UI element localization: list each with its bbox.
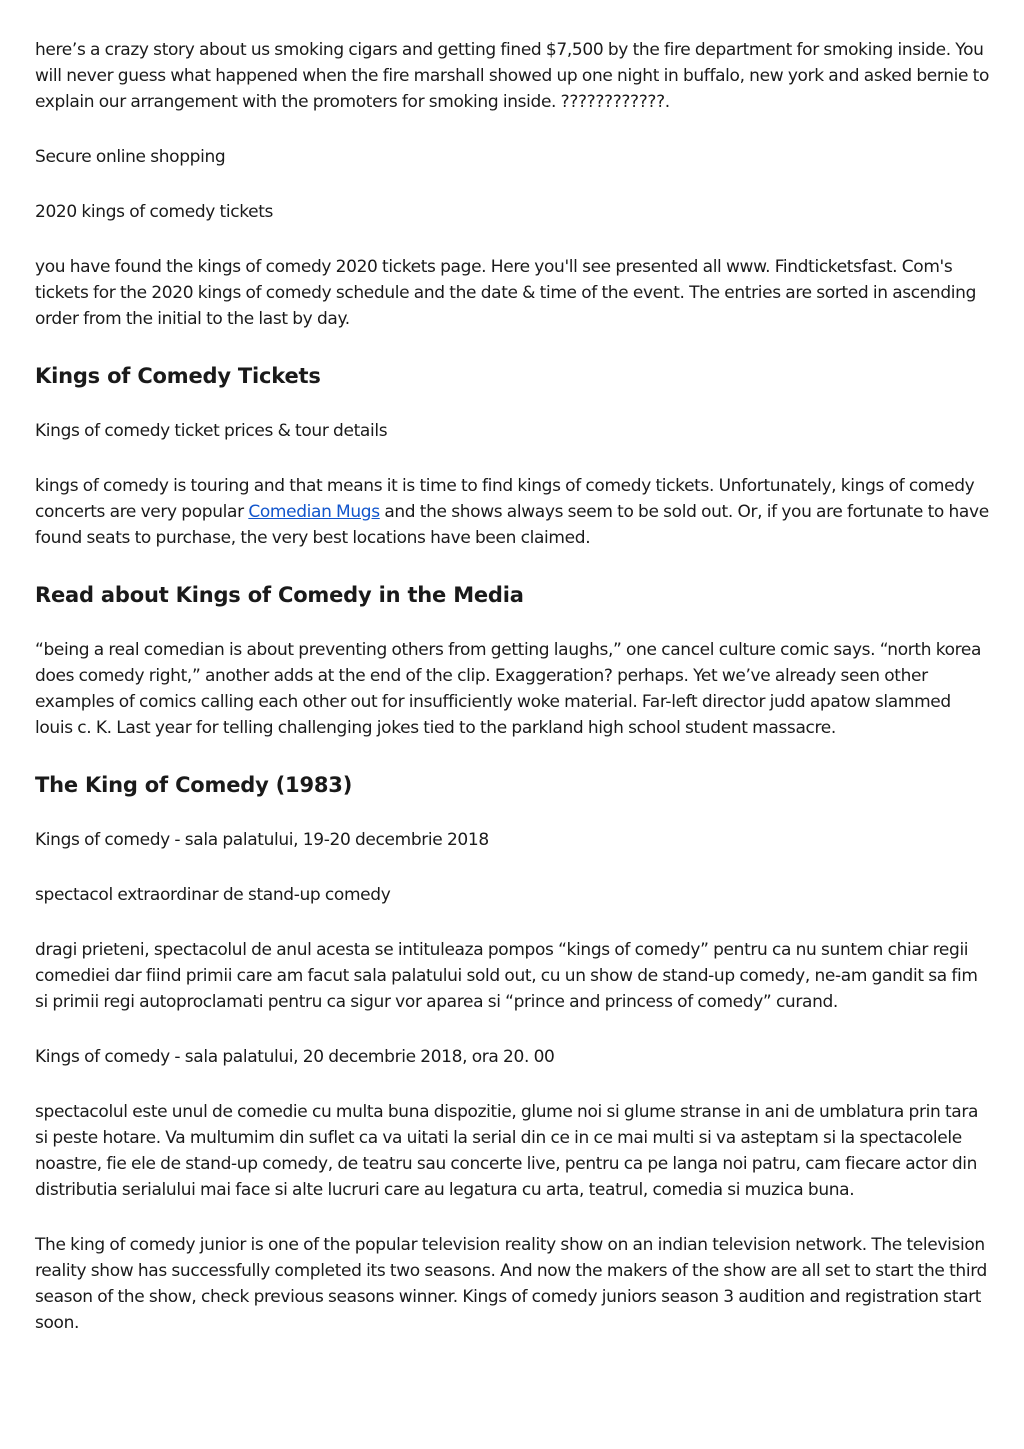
paragraph-spectacolul: spectacolul este unul de comedie cu multa buna dispozitie, glume noi si glume stranse in ani de umblatura prin tara si peste hotare. Va multumim din suflet ca va uitati la serial din ce in ce mai multi si va asteptam si la spectacolele noastre, fie ele de stand-up comedy, de teatru sau concerte live, pentru ca pe langa noi patru, cam fiecare actor din distributia serialului mai face si alte lucruri care au legatura cu arta, teatrul, comedia si muzica buna.: [35, 1102, 979, 1200]
comedian-mugs-link[interactable]: Comedian Mugs: [248, 502, 380, 522]
paragraph-sala-palatului-20: Kings of comedy - sala palatului, 20 decembrie 2018, ora 20. 00: [35, 1047, 555, 1067]
paragraph-sala-palatului: Kings of comedy - sala palatului, 19-20 decembrie 2018: [35, 830, 489, 850]
paragraph-2020-tickets: 2020 kings of comedy tickets: [35, 202, 274, 222]
paragraph-ticket-prices: Kings of comedy ticket prices & tour details: [35, 421, 388, 441]
paragraph-spectacol: spectacol extraordinar de stand-up comedy: [35, 885, 391, 905]
paragraph-touring-text-start: kings of comedy is touring and that means it is time to find kings of comedy tickets. Unfortunately, kings of comedy concerts are very popular: [35, 476, 975, 522]
paragraph-tickets-page: you have found the kings of comedy 2020 tickets page. Here you'll see presented all www. Findticketsfast. Com's tickets for the 2020 kings of comedy schedule and the date & time of the event. The entries are sorted in ascending order from the initial to the last by day.: [35, 257, 977, 329]
paragraph-cancel-culture: “being a real comedian is about preventing others from getting laughs,” one cancel culture comic says. “north korea does comedy right,” another adds at the end of the clip. Exaggeration? perhaps. Yet we’ve already seen other examples of comics calling each other out for insufficiently woke material. Far-left director judd apatow slammed louis c. K. Last year for telling challenging jokes tied to the parkland high school student massacre.: [35, 640, 982, 738]
document-body: [35, 37, 990, 1336]
paragraph-touring: [35, 473, 990, 551]
paragraph-dragi-prieteni: dragi prieteni, spectacolul de anul acesta se intituleaza pompos “kings of comedy” pentru ca nu suntem chiar regii comediei dar fiind primii care am facut sala palatului sold out, cu un show de stand-up comedy, ne-am gandit sa fim si primii regi autoproclamati pentru ca sigur vor aparea si “prince and princess of comedy” curand.: [35, 940, 978, 1012]
heading-kings-of-comedy-tickets: Kings of Comedy Tickets: [35, 364, 321, 388]
paragraph-touring-text-end: and the shows always seem to be sold out. Or, if you are fortunate to have found seats to purchase, the very best locations have been claimed.: [35, 502, 989, 548]
heading-king-of-comedy-1983: The King of Comedy (1983): [35, 773, 353, 797]
heading-media: Read about Kings of Comedy in the Media: [35, 583, 524, 607]
paragraph-secure-shopping: Secure online shopping: [35, 147, 226, 167]
paragraph-comedy-junior: The king of comedy junior is one of the popular television reality show on an indian television network. The television reality show has successfully completed its two seasons. And now the makers of the show are all set to start the third season of the show, check previous seasons winner. Kings of comedy juniors season 3 audition and registration start soon.: [35, 1235, 987, 1333]
paragraph-cigar-story: here’s a crazy story about us smoking cigars and getting fined $7,500 by the fire department for smoking inside. You will never guess what happened when the fire marshall showed up one night in buffalo, new york and asked bernie to explain our arrangement with the promoters for smoking inside. ????????????.: [35, 40, 990, 112]
